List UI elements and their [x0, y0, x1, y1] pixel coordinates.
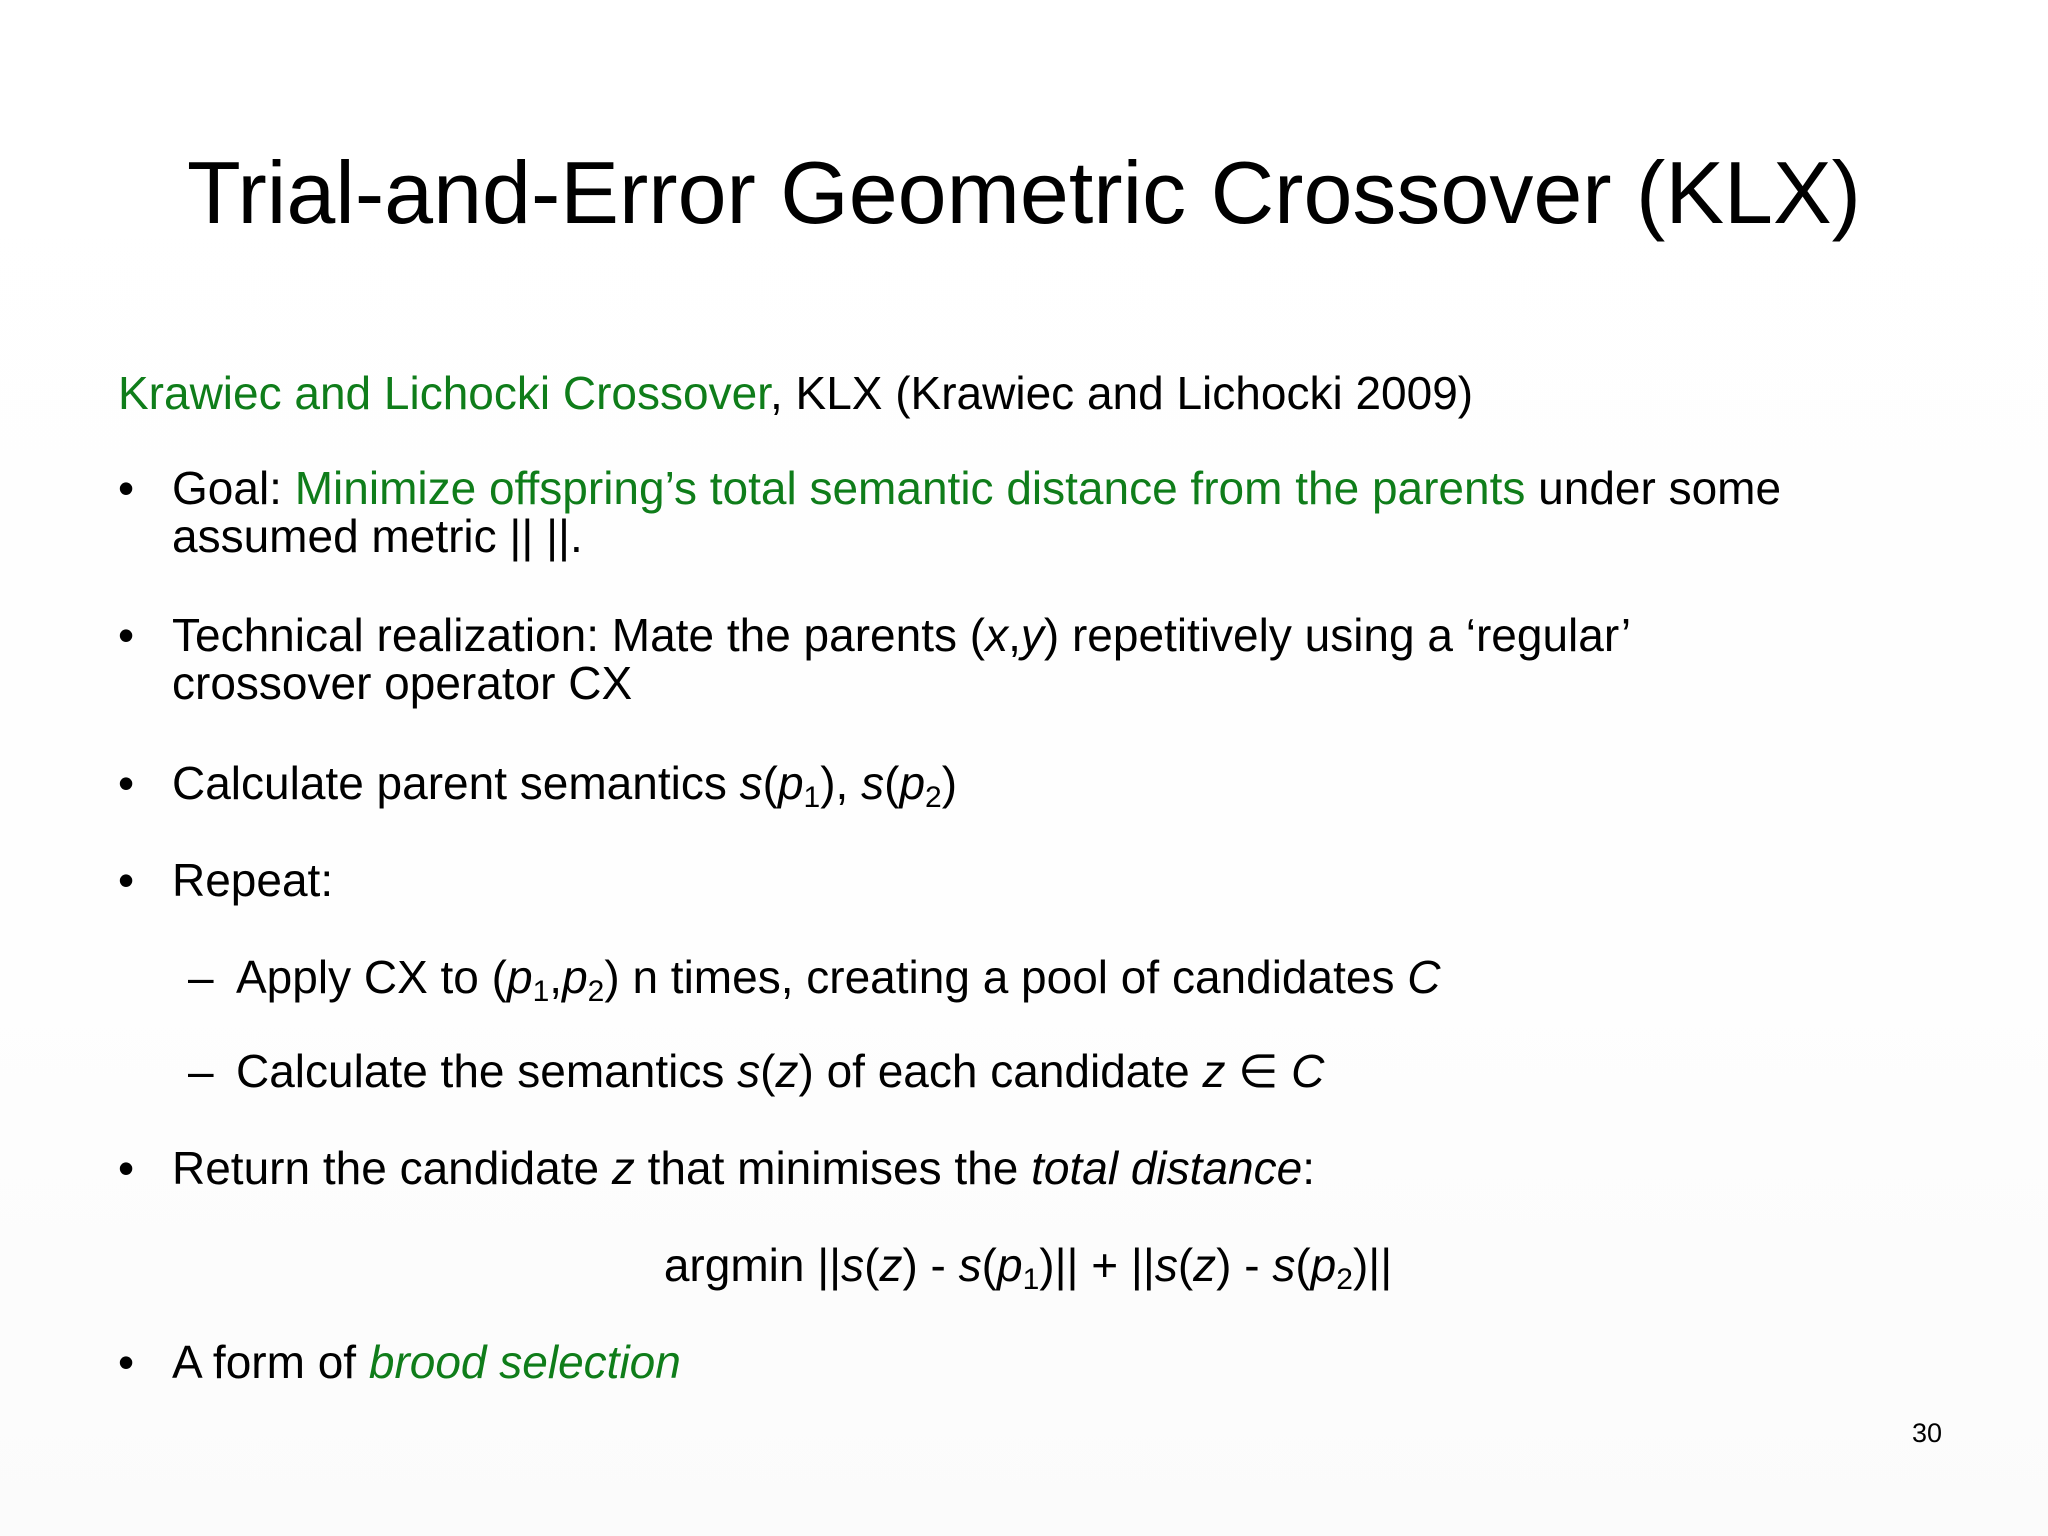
var-x: x — [985, 609, 1009, 661]
bullet-icon: • — [118, 462, 135, 514]
var-z: z — [775, 1045, 799, 1097]
formula-part: ) - — [902, 1239, 959, 1291]
formula-part: argmin || — [663, 1239, 842, 1291]
bullet-icon: • — [118, 1336, 135, 1388]
formula-part: )|| — [1352, 1239, 1393, 1291]
return-text: Return the candidate — [172, 1142, 612, 1194]
goal-line-1 — [172, 463, 1781, 513]
subscript: 2 — [925, 781, 942, 814]
var-s: s — [958, 1239, 982, 1291]
return-line — [172, 1143, 1315, 1193]
calculate-text: Calculate parent semantics — [172, 757, 740, 809]
var-p: p — [777, 757, 804, 809]
var-p: p — [996, 1239, 1023, 1291]
var-s: s — [861, 757, 885, 809]
subscript: 1 — [1022, 1263, 1040, 1296]
technical-comma: , — [1008, 609, 1021, 661]
technical-line-1 — [172, 610, 1631, 660]
return-colon: : — [1302, 1142, 1315, 1194]
paren: ), — [820, 757, 862, 809]
intro-line — [118, 368, 1473, 418]
element-of-symbol: ∈ — [1225, 1045, 1292, 1097]
technical-text: Technical realization: Mate the parents ( — [172, 609, 986, 661]
var-z: z — [879, 1239, 903, 1291]
paren: ( — [760, 1045, 776, 1097]
total-distance-term: total distance — [1031, 1142, 1303, 1194]
var-s: s — [739, 757, 763, 809]
repeat-line: Repeat: — [172, 854, 334, 906]
subscript: 2 — [1336, 1263, 1353, 1296]
apply-comma: , — [549, 951, 563, 1003]
technical-text: ) repetitively using a ‘regular’ — [1043, 609, 1632, 661]
return-text: that minimises the — [634, 1142, 1032, 1194]
intro-citation: , KLX (Krawiec and Lichocki 2009) — [769, 367, 1474, 419]
slide-title: Trial-and-Error Geometric Crossover (KLX) — [187, 143, 1861, 242]
intro-term: Krawiec and Lichocki Crossover — [118, 367, 770, 419]
formula-part: ( — [864, 1239, 880, 1291]
page-number: 30 — [1911, 1418, 1942, 1448]
goal-highlight: Minimize offspring’s total semantic distance from the parents — [294, 462, 1526, 514]
formula-part: )|| + || — [1039, 1239, 1155, 1291]
var-p: p — [507, 951, 533, 1003]
paren: ( — [884, 757, 900, 809]
bullet-icon: • — [118, 757, 135, 809]
var-p: p — [562, 951, 588, 1003]
apply-line — [236, 951, 1441, 1008]
var-p: p — [1310, 1239, 1337, 1291]
goal-line-2: assumed metric || ||. — [172, 510, 583, 562]
paren: ) — [941, 757, 958, 809]
apply-text: ) n times, creating a pool of candidates — [604, 951, 1408, 1003]
var-p: p — [899, 757, 926, 809]
var-z: z — [611, 1142, 635, 1194]
goal-label: Goal: — [172, 462, 295, 514]
var-s: s — [737, 1045, 761, 1097]
formula-part: ) - — [1216, 1239, 1273, 1291]
technical-line-2: crossover operator CX — [172, 657, 633, 709]
var-z: z — [1202, 1045, 1226, 1097]
brood-selection-term: brood selection — [368, 1336, 681, 1388]
formula-part: ( — [1295, 1239, 1311, 1291]
var-z: z — [1193, 1239, 1217, 1291]
subscript: 2 — [587, 975, 605, 1008]
bullet-icon: • — [118, 854, 135, 906]
var-s: s — [1272, 1239, 1296, 1291]
argmin-formula — [0, 1239, 2048, 1296]
var-c: C — [1291, 1045, 1325, 1097]
calc-sem-line — [236, 1046, 1324, 1096]
dash-icon: – — [188, 1045, 214, 1097]
bullet-icon: • — [118, 1142, 135, 1194]
var-s: s — [1154, 1239, 1178, 1291]
formula-part: ( — [1177, 1239, 1194, 1291]
paren: ( — [762, 757, 778, 809]
var-s: s — [841, 1239, 865, 1291]
subscript: 1 — [532, 975, 550, 1008]
apply-text: Apply CX to ( — [236, 951, 507, 1003]
brood-line — [172, 1337, 681, 1387]
brood-text: A form of — [172, 1336, 369, 1388]
calc-sem-text: ) of each candidate — [798, 1045, 1203, 1097]
var-c: C — [1407, 951, 1441, 1003]
goal-suffix: under some — [1525, 462, 1782, 514]
calculate-line — [172, 757, 958, 814]
calc-sem-text: Calculate the semantics — [236, 1045, 738, 1097]
formula-part: ( — [981, 1239, 997, 1291]
var-y: y — [1020, 609, 1044, 661]
subscript: 1 — [803, 781, 821, 814]
dash-icon: – — [188, 951, 214, 1003]
bullet-icon: • — [118, 609, 135, 661]
